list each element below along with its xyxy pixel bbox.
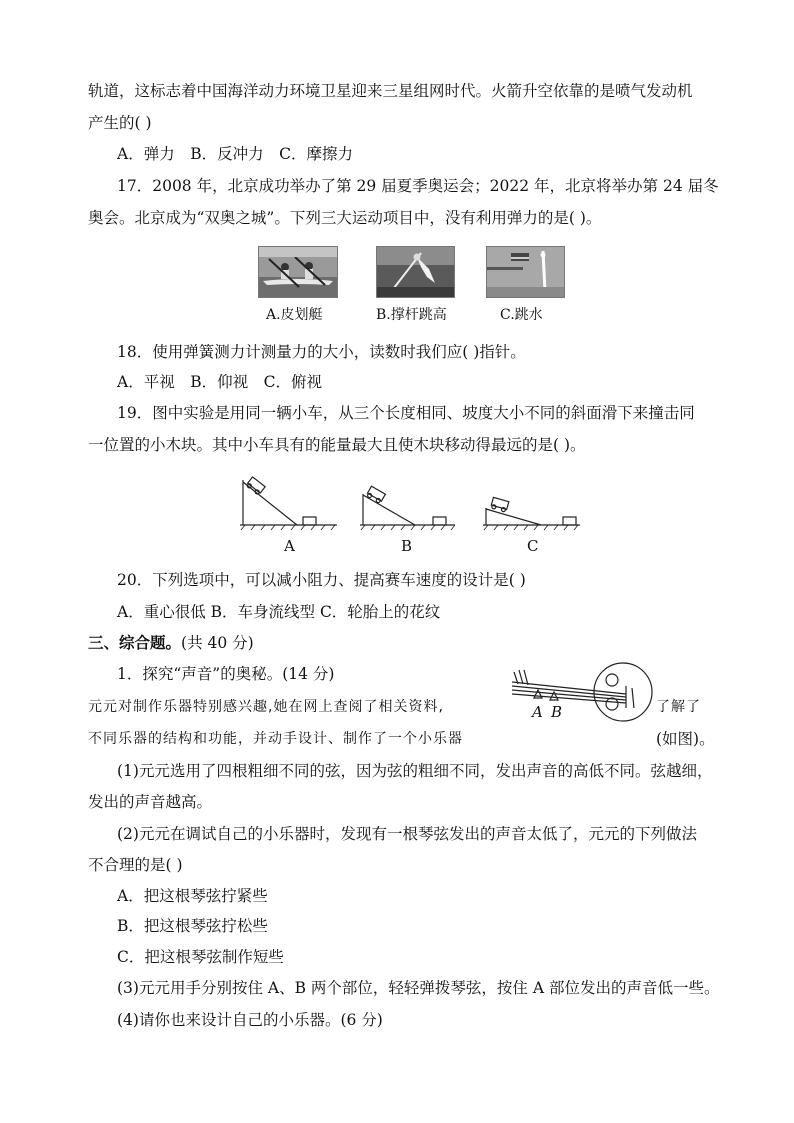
diving-photo bbox=[486, 246, 565, 298]
s3q1-p3: (3)元元用手分别按住 A、B 两个部位，轻轻弹拨琴弦，按住 A 部位发出的声音低一些。 bbox=[117, 979, 720, 997]
s3q1-title: 1．探究“声音”的奥秘。(14 分) bbox=[117, 665, 335, 683]
q16-text-line1: 轨道，这标志着中国海洋动力环境卫星迎来三星组网时代。火箭升空依靠的是喷气发动机 bbox=[88, 82, 693, 100]
q20-text: 20．下列选项中，可以减小阻力、提高赛车速度的设计是( ) bbox=[117, 571, 526, 589]
diagram-label-b: B bbox=[551, 703, 563, 721]
section3-points: (共 40 分) bbox=[181, 634, 254, 652]
incline-label-b: B bbox=[401, 537, 413, 555]
s3q1-p4: (4)请你也来设计自己的小乐器。(6 分) bbox=[117, 1011, 383, 1029]
q18-text: 18．使用弹簧测力计测量力的大小，读数时我们应( )指针。 bbox=[117, 343, 526, 361]
s3q1-option-c: C．把这根琴弦制作短些 bbox=[117, 948, 284, 966]
section3-title: 三、综合题。 bbox=[88, 633, 182, 652]
s3q1-intro2b: (如图)。 bbox=[656, 730, 715, 748]
s3q1-option-a: A．把这根琴弦拧紧些 bbox=[117, 887, 268, 905]
q16-options: A．弹力 B．反冲力 C．摩擦力 bbox=[117, 145, 353, 163]
s3q1-p1-line2: 发出的声音越高。 bbox=[88, 793, 213, 811]
incline-label-c: C bbox=[527, 537, 539, 555]
s3q1-p2-line1: (2)元元在调试自己的小乐器时，发现有一根琴弦发出的声音太低了，元元的下列做法 bbox=[117, 825, 697, 843]
q17-text-line2: 奥会。北京成为“双奥之城”。下列三大运动项目中，没有利用弹力的是( )。 bbox=[88, 209, 602, 227]
q16-text-line2: 产生的( ) bbox=[88, 114, 152, 132]
s3q1-p2-line2: 不合理的是( ) bbox=[88, 856, 183, 874]
diagram-label-a: A bbox=[532, 703, 543, 721]
q19-text-line2: 一位置的小木块。其中小车具有的能量最大且使木块移动得最远的是( )。 bbox=[88, 436, 586, 454]
incline-label-a: A bbox=[284, 537, 295, 555]
q20-options: A．重心很低 B．车身流线型 C．轮胎上的花纹 bbox=[117, 603, 441, 621]
pole-vault-photo bbox=[376, 246, 455, 298]
caption-b: B.撑杆跳高 bbox=[376, 307, 447, 323]
s3q1-intro1b: 了解了 bbox=[656, 699, 701, 715]
kayak-photo bbox=[258, 246, 338, 298]
q19-text-line1: 19．图中实验是用同一辆小车，从三个长度相同、坡度大小不同的斜面滑下来撞击同 bbox=[117, 404, 695, 422]
section3-heading bbox=[88, 632, 254, 654]
s3q1-intro1a: 元元对制作乐器特别感兴趣,她在网上查阅了相关资料, bbox=[88, 699, 444, 715]
caption-a: A.皮划艇 bbox=[266, 307, 323, 323]
q18-options: A．平视 B．仰视 C．俯视 bbox=[117, 373, 322, 391]
s3q1-intro2a: 不同乐器的结构和功能，并动手设计、制作了一个小乐器 bbox=[88, 731, 463, 747]
string-instrument-diagram bbox=[508, 662, 658, 724]
q17-text-line1: 17．2008 年，北京成功举办了第 29 届夏季奥运会；2022 年，北京将举办第 24 届冬 bbox=[117, 177, 719, 195]
s3q1-option-b: B．把这根琴弦拧松些 bbox=[117, 917, 268, 935]
s3q1-p1-line1: (1)元元选用了四根粗细不同的弦，因为弦的粗细不同，发出声音的高低不同。弦越细， bbox=[117, 762, 713, 780]
caption-c: C.跳水 bbox=[500, 307, 543, 323]
